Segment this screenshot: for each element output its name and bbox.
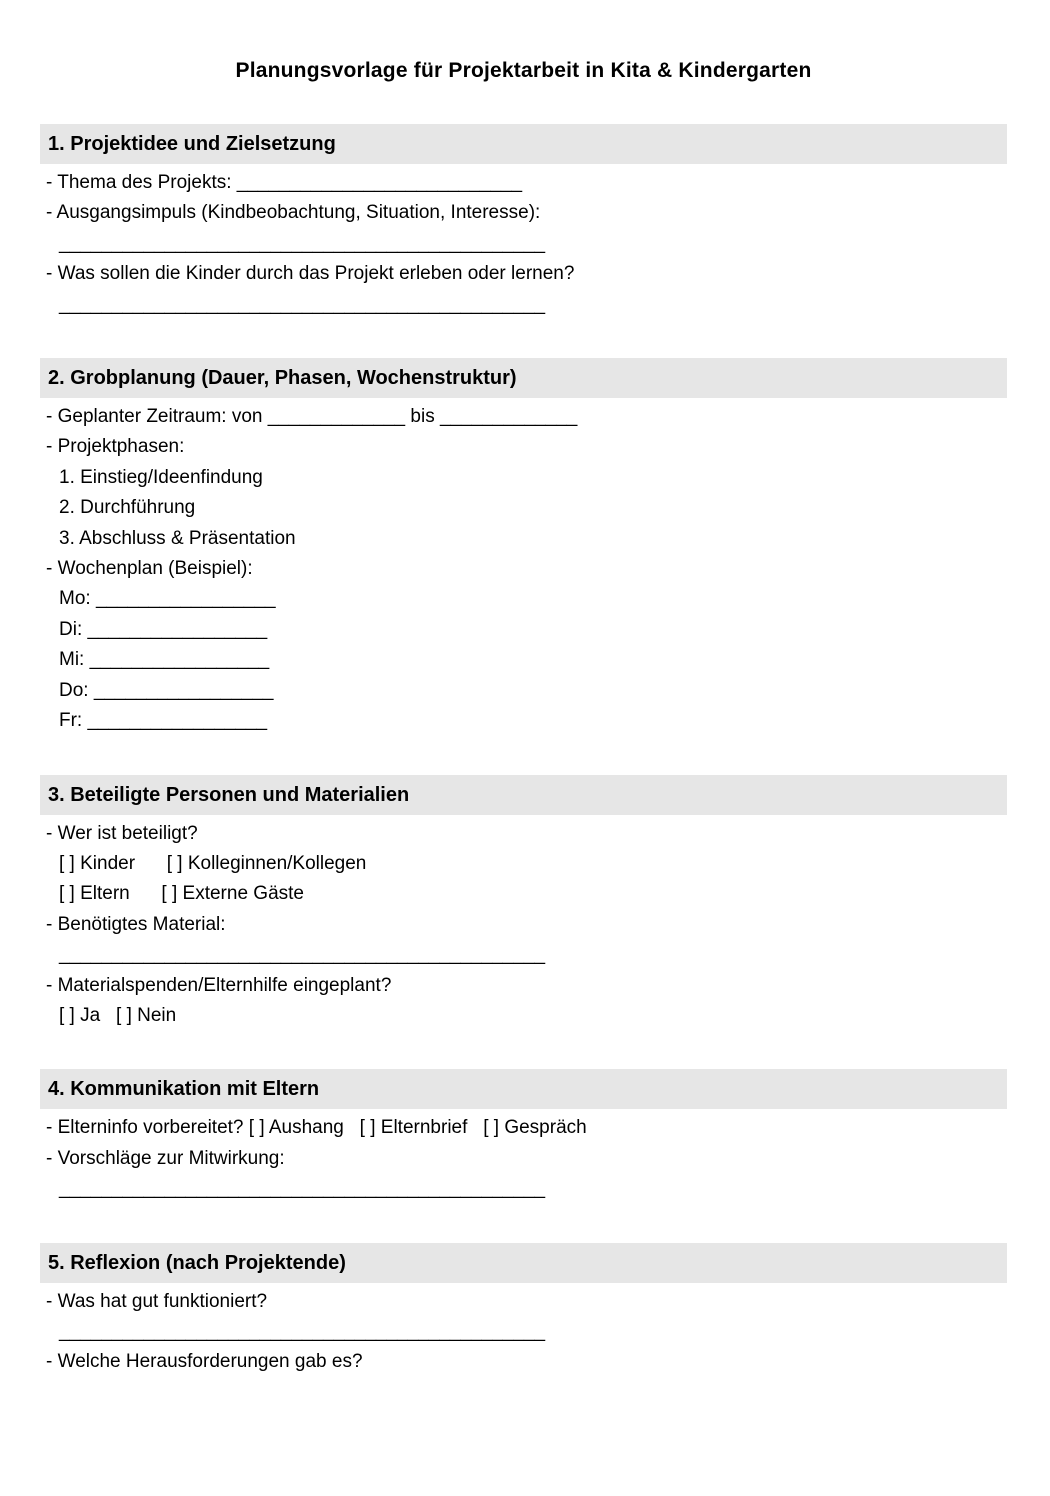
form-text-line: - Benötigtes Material: (46, 913, 226, 935)
form-text-line: - Was hat gut funktioniert? (46, 1290, 268, 1312)
form-text-line: Di: _________________ (59, 618, 268, 640)
section-lines (40, 819, 1007, 1032)
blank-write-line: ______________________________________________ (59, 293, 546, 315)
blank-write-line: ______________________________________________ (59, 1320, 546, 1342)
checkbox-option-line: [ ] Eltern [ ] Externe Gäste (59, 883, 304, 905)
form-section (40, 775, 1007, 1032)
form-text-line: - Geplanter Zeitraum: von _____________ bis _____________ (46, 406, 578, 428)
form-text-line: Do: _________________ (59, 679, 274, 701)
form-text-line: - Materialspenden/Elternhilfe eingeplant? (46, 974, 392, 996)
form-text-line: - Was sollen die Kinder durch das Projekt erleben oder lernen? (46, 263, 575, 285)
form-section (40, 358, 1007, 736)
section-header-label: 4. Kommunikation mit Eltern (48, 1078, 320, 1101)
form-text-line: Mi: _________________ (59, 649, 270, 671)
form-text-line: - Welche Herausforderungen gab es? (46, 1351, 363, 1373)
checkbox-option-line: - Elterninfo vorbereitet? [ ] Aushang [ ] Elternbrief [ ] Gespräch (46, 1117, 587, 1139)
blank-write-line: ______________________________________________ (59, 232, 546, 254)
form-section (40, 1243, 1007, 1378)
form-text-line: - Ausgangsimpuls (Kindbeobachtung, Situation, Interesse): (46, 202, 541, 224)
section-lines (40, 1287, 1007, 1378)
form-text-line: Mo: _________________ (59, 588, 276, 610)
section-header-label: 2. Grobplanung (Dauer, Phasen, Wochenstruktur) (48, 367, 517, 390)
section-header-label: 5. Reflexion (nach Projektende) (48, 1251, 346, 1274)
form-text-line: - Wochenplan (Beispiel): (46, 558, 253, 580)
section-lines (40, 402, 1007, 736)
section-lines (40, 168, 1007, 320)
page-title: Planungsvorlage für Projektarbeit in Kita & Kindergarten (235, 59, 812, 82)
section-header-bar (40, 775, 1007, 815)
form-text-line: 2. Durchführung (59, 497, 196, 519)
form-text-line: - Projektphasen: (46, 436, 185, 458)
section-header-label: 1. Projektidee und Zielsetzung (48, 133, 336, 155)
blank-write-line: ______________________________________________ (59, 1178, 546, 1200)
blank-write-line: ______________________________________________ (59, 944, 546, 966)
section-header-bar (40, 1069, 1007, 1109)
form-text-line: 1. Einstieg/Ideenfindung (59, 466, 263, 488)
checkbox-option-line: [ ] Kinder [ ] Kolleginnen/Kollegen (59, 852, 367, 874)
form-text-line: - Wer ist beteiligt? (46, 822, 198, 844)
form-section (40, 124, 1007, 320)
form-text-line: Fr: _________________ (59, 710, 268, 732)
section-header-bar (40, 358, 1007, 398)
section-header-label: 3. Beteiligte Personen und Materialien (48, 783, 410, 806)
checkbox-option-line: [ ] Ja [ ] Nein (59, 1004, 177, 1026)
form-text-line: - Vorschläge zur Mitwirkung: (46, 1147, 285, 1169)
form-section (40, 1069, 1007, 1204)
section-header-bar (40, 1243, 1007, 1283)
form-sections (40, 124, 1007, 1378)
section-lines (40, 1113, 1007, 1204)
section-header-bar (40, 124, 1007, 164)
form-text-line: 3. Abschluss & Präsentation (59, 527, 296, 549)
form-text-line: - Thema des Projekts: ___________________________ (46, 172, 523, 193)
